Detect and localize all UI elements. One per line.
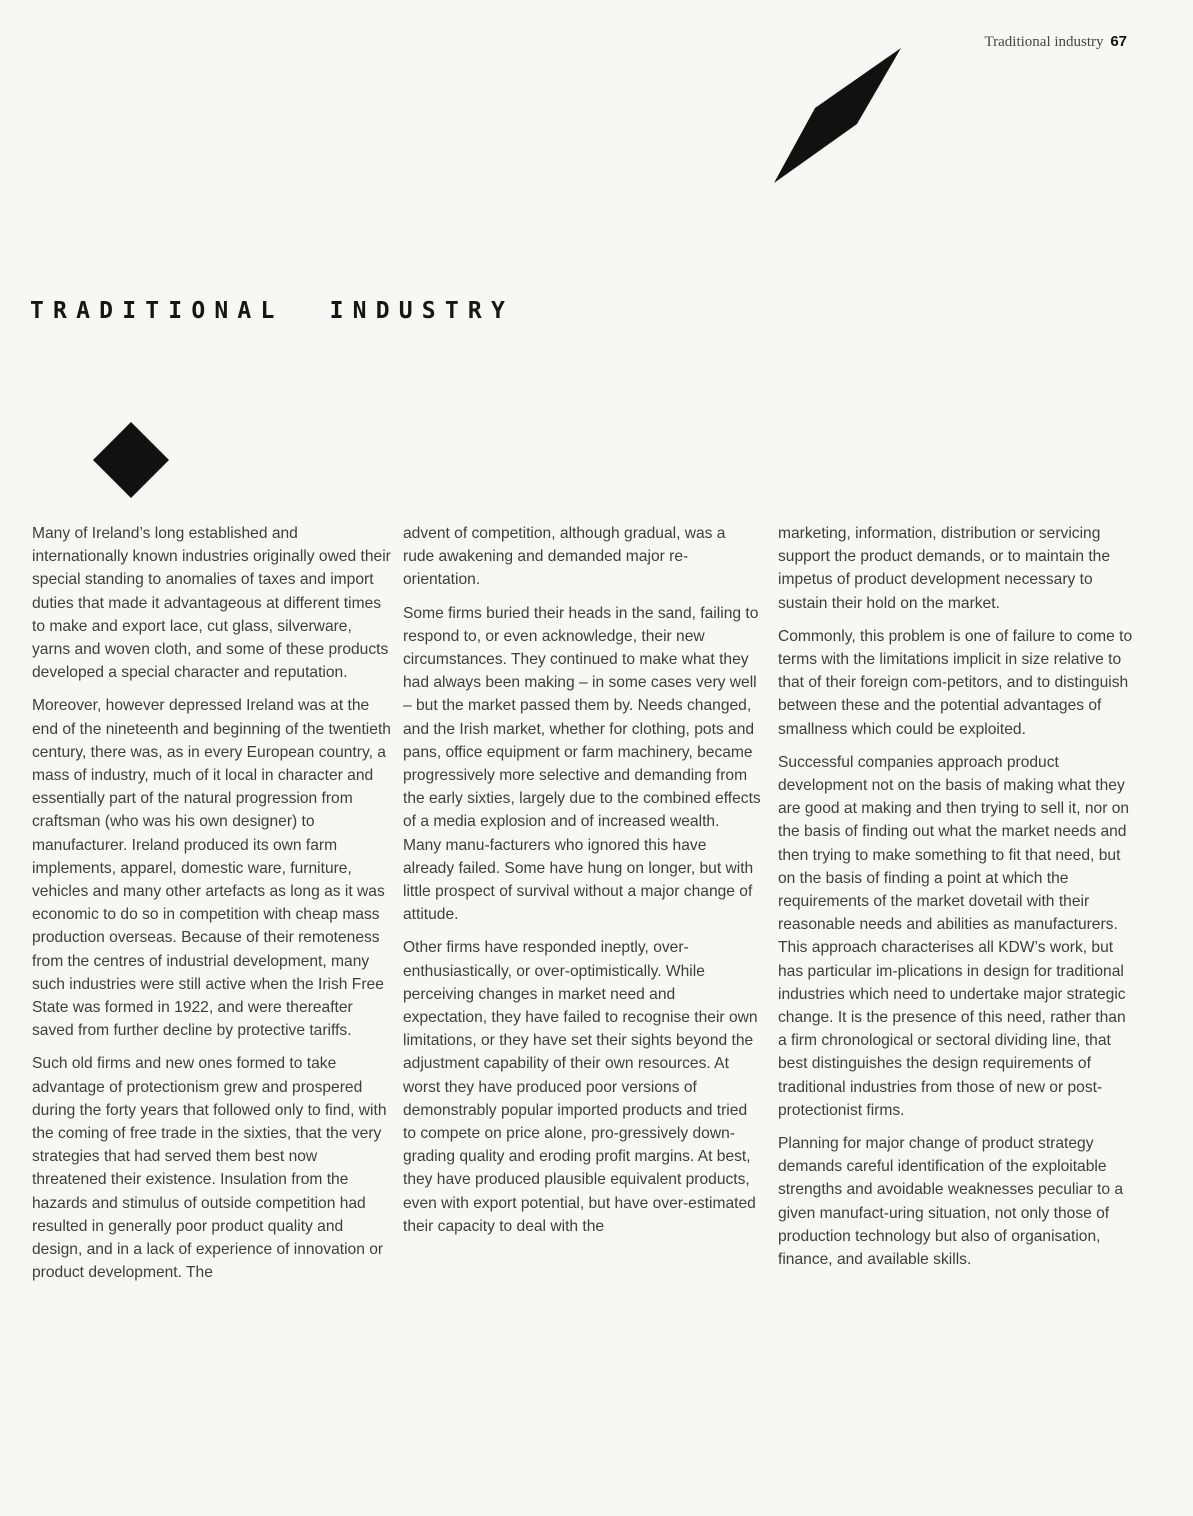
- text-column-3: [778, 522, 1134, 1281]
- page-title: TRADITIONAL INDUSTRY: [30, 298, 514, 324]
- running-header: [985, 33, 1127, 51]
- paragraph: advent of competition, although gradual, was a rude awakening and demanded major re-orientation.: [403, 525, 726, 589]
- text-column-1: [32, 522, 394, 1295]
- paragraph: Some firms buried their heads in the sand, failing to respond to, or even acknowledge, their new circumstances. They continued to make what they had always been making – in some cases very well – but the market passed them by. Needs changed, and the Irish market, whether for clothing, pots and pans, office equipment or farm machinery, became progressively more selective and demanding from the early sixties, largely due to the combined effects of a media explosion and of increased wealth. Many manu-facturers who ignored this have already failed. Some have hung on longer, but with little prospect of survival without a major change of attitude.: [403, 604, 761, 924]
- rhombus-graphic: [771, 46, 903, 186]
- paragraph: marketing, information, distribution or servicing support the product demands, or to maintain the impetus of product development necessary to sustain their hold on the market.: [778, 525, 1110, 612]
- paragraph: Successful companies approach product development not on the basis of making what they are good at making and then trying to sell it, nor on the basis of finding out what the market needs and then trying to make something to fit that need, but on the basis of finding a point at which the requirements of the market dovetail with their reasonable needs and abilities as manufacturers. This approach characterises all KDW’s work, but has particular im-plications in design for traditional industries which need to undertake major strategic change. It is the presence of this need, rather than a firm chronological or sectoral dividing line, that best distinguishes the design requirements of traditional industries from those of new or post-protectionist firms.: [778, 753, 1130, 1119]
- page-number: 67: [1110, 33, 1127, 50]
- running-title: Traditional industry: [984, 34, 1104, 50]
- text-column-2: [403, 522, 761, 1248]
- paragraph: Moreover, however depressed Ireland was at the end of the nineteenth and beginning of the twentieth century, there was, as in every European country, a mass of industry, much of it local in character and essentially part of the natural progression from craftsman (who was his own designer) to manufacturer. Ireland produced its own farm implements, apparel, domestic ware, furniture, vehicles and many other artefacts as long as it was economic to do so in competition with cheap mass production overseas. Because of their remoteness from the centres of industrial development, many such industries were still active when the Irish Free State was formed in 1922, and were thereafter saved from further decline by protective tariffs.: [32, 697, 391, 1040]
- paragraph: Many of Ireland’s long established and internationally known industries originally owed their special standing to anomalies of taxes and import duties that made it advantageous at different times to make and export lace, cut glass, silverware, yarns and woven cloth, and some of these products developed a special character and reputation.: [32, 525, 391, 682]
- paragraph: Such old firms and new ones formed to take advantage of protectionism grew and prospered during the forty years that followed only to find, with the coming of free trade in the sixties, that the very strategies that had served them best now threatened their existence. Insulation from the hazards and stimulus of outside competition had resulted in generally poor product quality and design, and in a lack of experience of innovation or product development. The: [32, 1055, 387, 1282]
- diamond-bullet-icon: [91, 420, 171, 500]
- paragraph: Planning for major change of product strategy demands careful identification of the exploitable strengths and avoidable weaknesses peculiar to a given manufact-uring situation, not only those of production technology but also of organisation, finance, and available skills.: [778, 1135, 1124, 1269]
- paragraph: Other firms have responded ineptly, over-enthusiastically, or over-optimistically. While perceiving changes in market need and expectation, they have failed to recognise their own limitations, or they have set their sights beyond the adjustment capability of their own resources. At worst they have produced poor versions of demonstrably popular imported products and tried to compete on price alone, pro-gressively down-grading quality and eroding profit margins. At best, they have produced plausible equivalent products, even with export potential, but have over-estimated their capacity to deal with the: [403, 939, 758, 1235]
- paragraph: Commonly, this problem is one of failure to come to terms with the limitations implicit in size relative to that of their foreign com-petitors, and to distinguish between these and the potential advantages of smallness which could be exploited.: [778, 627, 1133, 738]
